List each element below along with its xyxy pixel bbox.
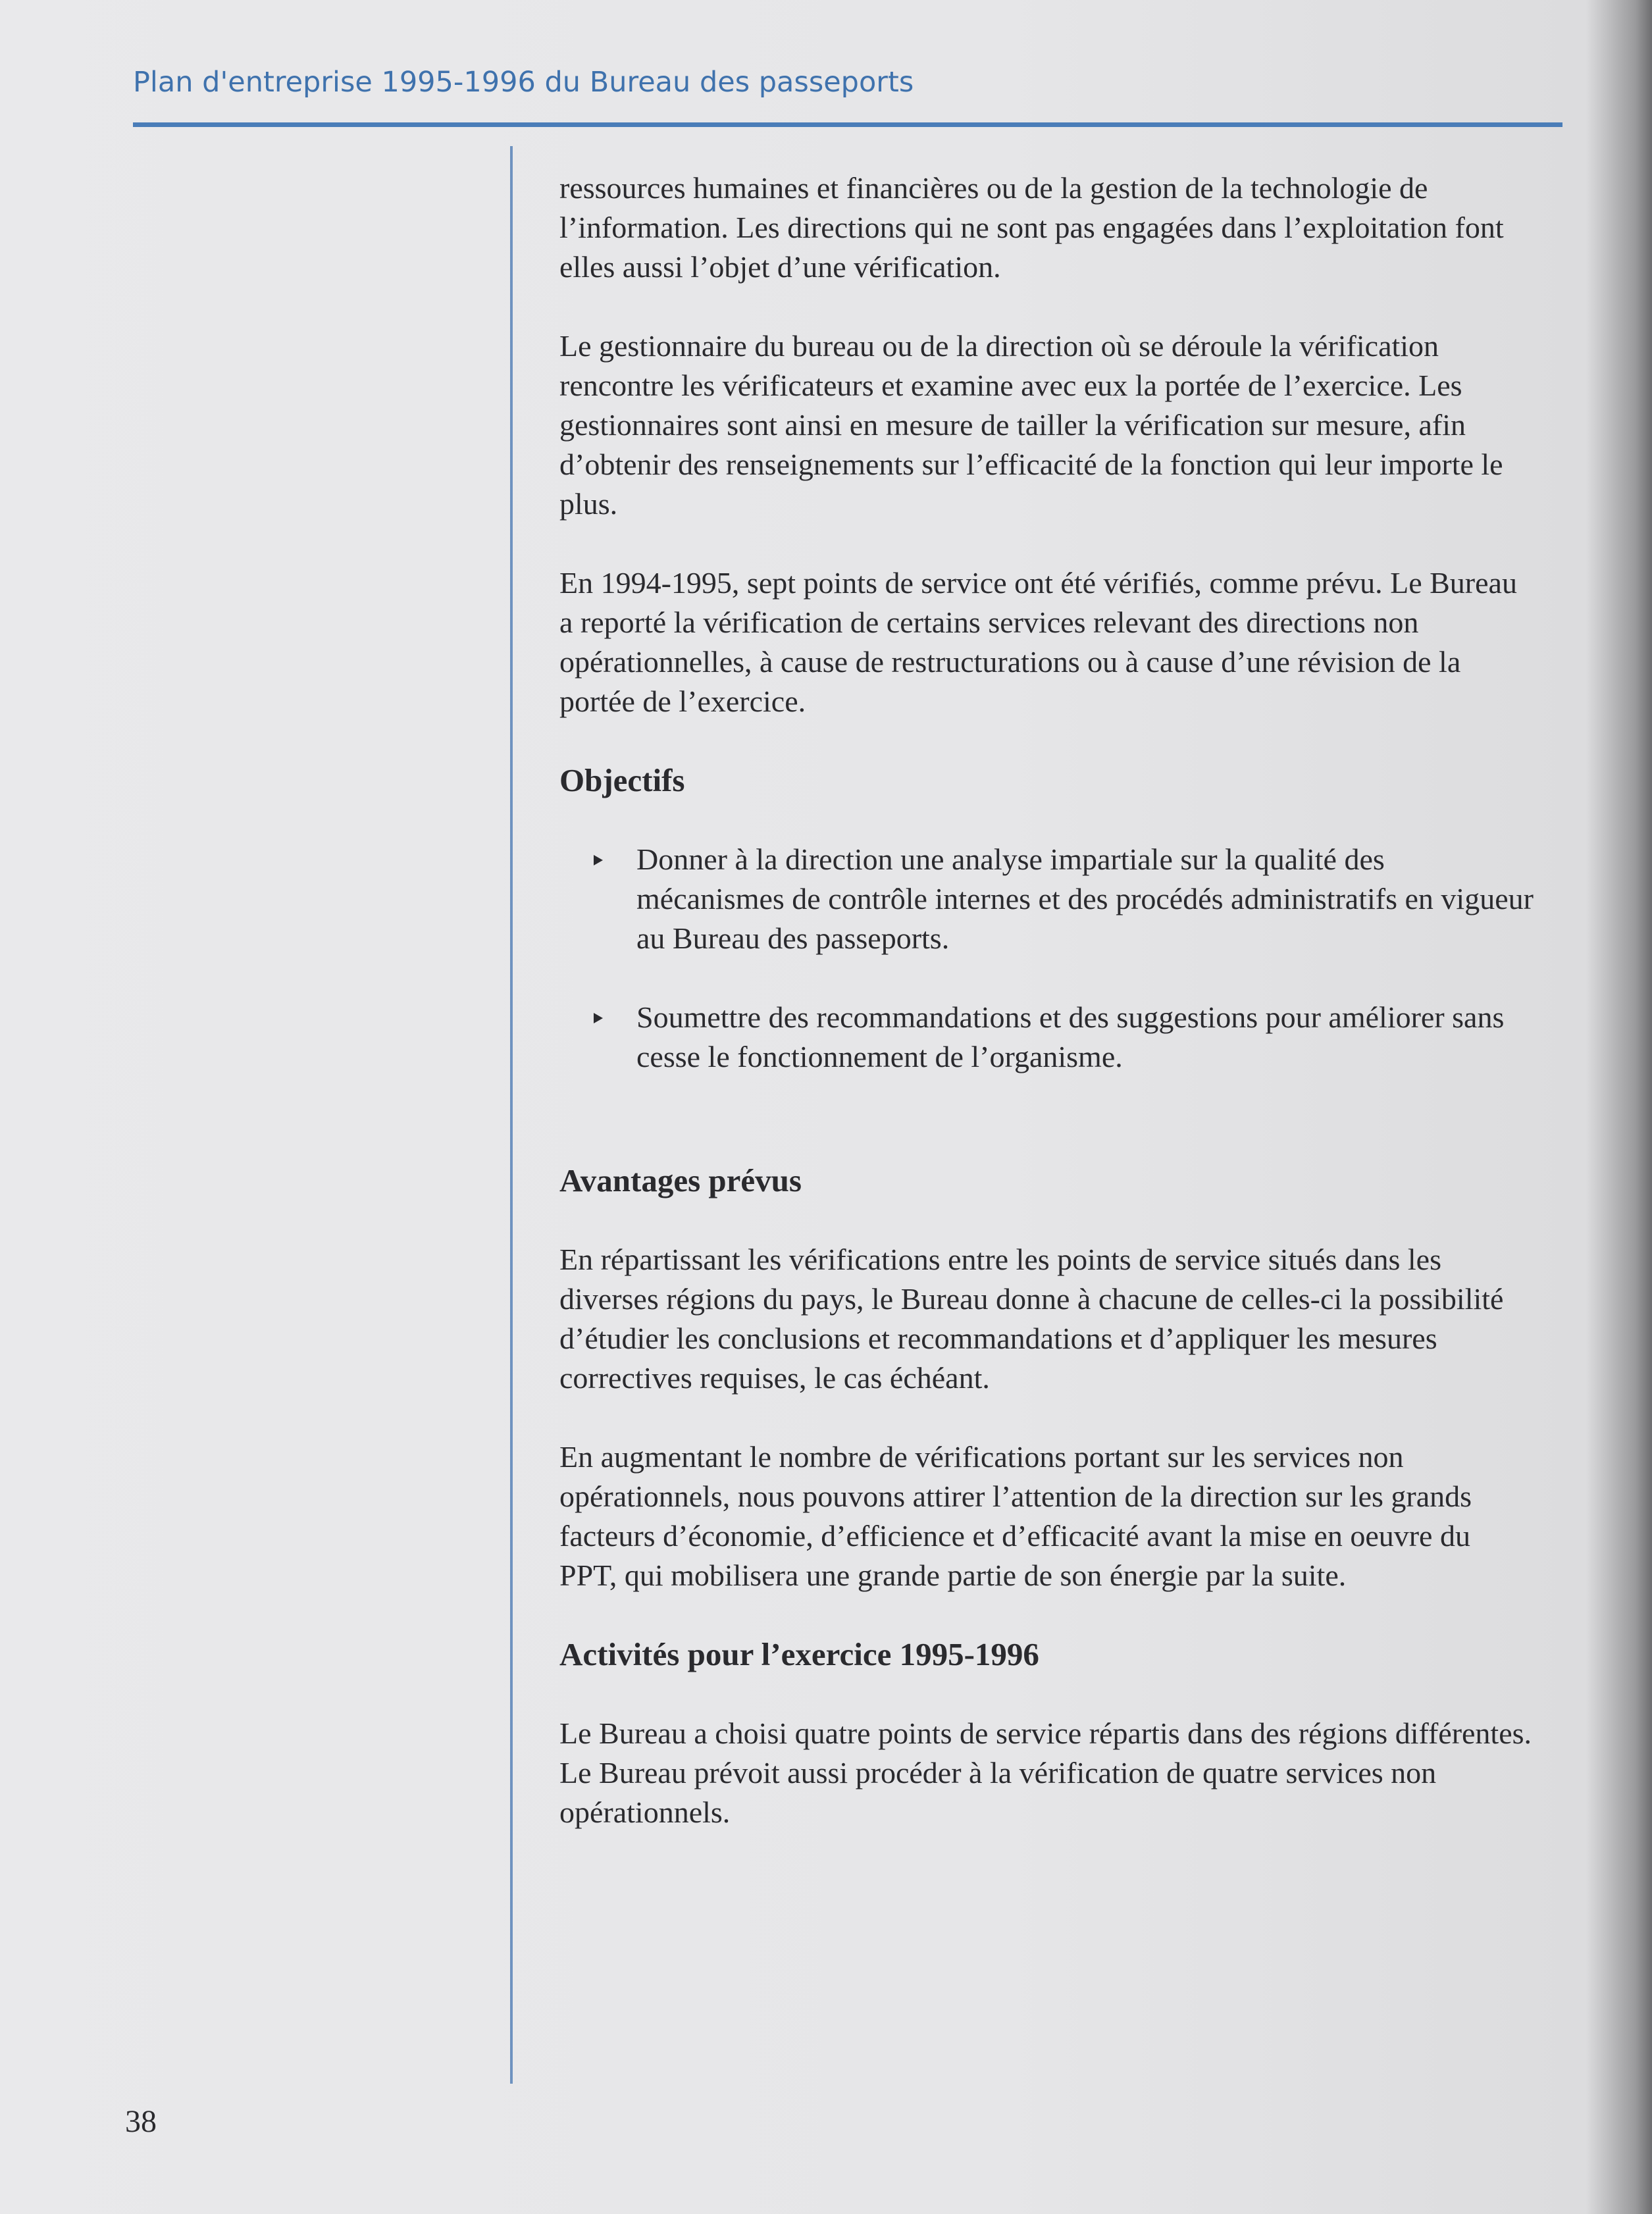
triangle-bullet-icon: [594, 1013, 603, 1023]
intro-paragraph-1: ressources humaines et financières ou de la gestion de la technologie de l’information. Les directions qui ne sont pas engagées dans l’exploitation font elles aussi l’objet d’une vérification.: [559, 171, 1504, 284]
column-divider-rule: [510, 146, 513, 2084]
activites-paragraph-1: Le Bureau a choisi quatre points de service répartis dans des régions différentes. Le Bureau prévoit aussi procéder à la vérification de quatre services non opérationnels.: [559, 1716, 1532, 1829]
intro-paragraph-2: Le gestionnaire du bureau ou de la direction où se déroule la vérification rencontre les vérificateurs et examine avec eux la portée de l’exercice. Les gestionnaires sont ainsi en mesure de tailler la vérification sur mesure, afin d’obtenir des renseignements sur l’efficacité de la fonction qui leur importe le plus.: [559, 329, 1503, 521]
avantages-paragraph-2: En augmentant le nombre de vérifications portant sur les services non opérationnels, nous pouvons attirer l’attention de la direction sur les grands facteurs d’économie, d’efficience et d’efficacité avant la mise en oeuvre du PPT, qui mobilisera une grande partie de son énergie par la suite.: [559, 1440, 1472, 1592]
main-text-column: [559, 168, 1534, 1872]
section-heading-activites: Activités pour l’exercice 1995-1996: [559, 1636, 1039, 1672]
running-header-title: Plan d'entreprise 1995-1996 du Bureau des passeports: [133, 66, 914, 99]
objectifs-bullet-list: [559, 840, 1534, 1077]
header-rule: [133, 122, 1562, 127]
intro-paragraph-3: En 1994-1995, sept points de service ont été vérifiés, comme prévu. Le Bureau a reporté la vérification de certains services relevant des directions non opérationnelles, à cause de restructurations ou à cause d’une révision de la portée de l’exercice.: [559, 566, 1517, 718]
bullet-item: [559, 998, 1534, 1077]
avantages-paragraph-1: En répartissant les vérifications entre les points de service situés dans les diverses régions du pays, le Bureau donne à chacune de celles-ci la possibilité d’étudier les conclusions et recommandations et d’appliquer les mesures correctives requises, le cas échéant.: [559, 1243, 1504, 1395]
bullet-item: [559, 840, 1534, 958]
triangle-bullet-icon: [594, 855, 603, 865]
bullet-text: Soumettre des recommandations et des suggestions pour améliorer sans cesse le fonctionnement de l’organisme.: [636, 1000, 1505, 1073]
section-heading-objectifs: Objectifs: [559, 762, 685, 798]
bullet-text: Donner à la direction une analyse impartiale sur la qualité des mécanismes de contrôle internes et des procédés administratifs en vigueur au Bureau des passeports.: [636, 842, 1534, 955]
page-number: 38: [125, 2104, 157, 2139]
section-heading-avantages: Avantages prévus: [559, 1162, 802, 1198]
